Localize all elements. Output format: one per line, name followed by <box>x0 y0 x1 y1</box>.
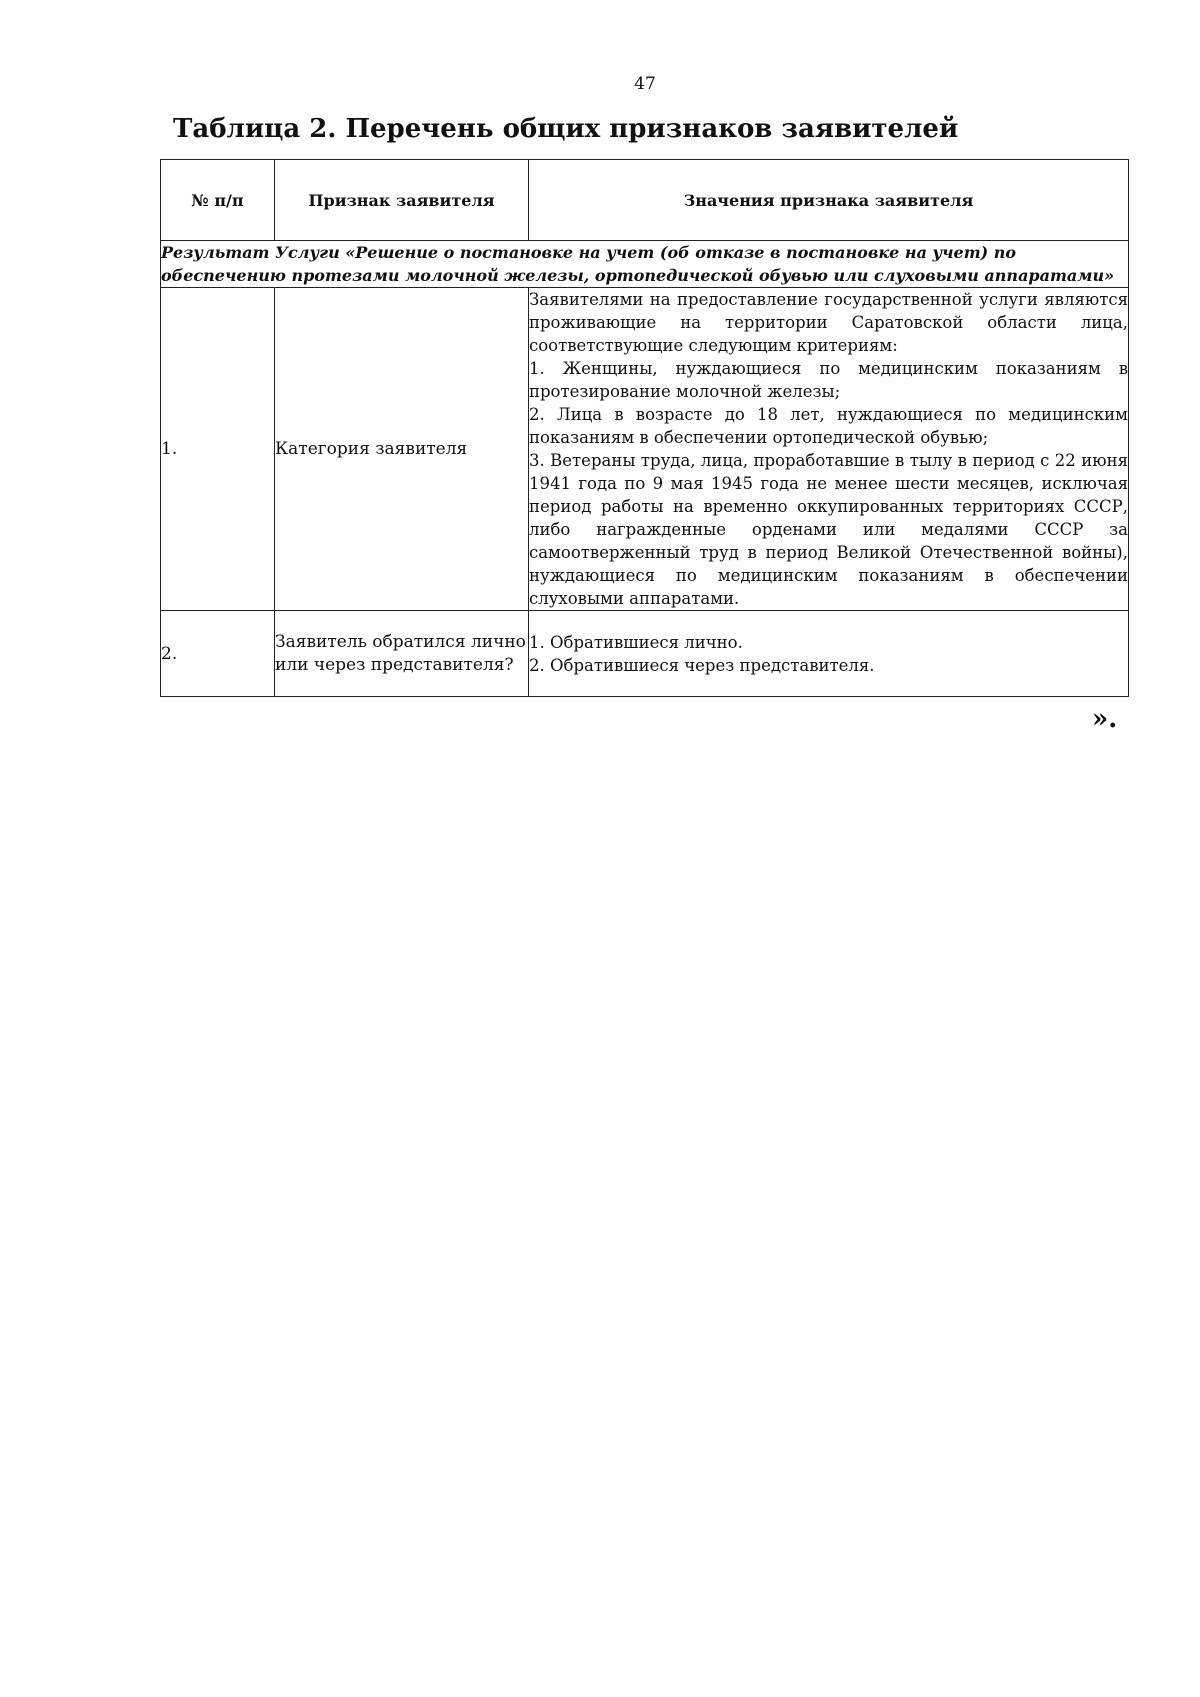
table-row <box>161 611 1129 697</box>
section-title: Результат Услуги «Решение о постановке на учет (об отказе в постановке на учет) по обеспечению протезами молочной железы, ортопедической обувью или слуховыми аппаратами» <box>161 241 1129 288</box>
row-attribute: Заявитель обратился лично или через представителя? <box>275 611 529 697</box>
value-paragraph: Заявителями на предоставление государственной услуги являются проживающие на территории Саратовской области лица, соответствующие следующим критериям: <box>529 290 1128 355</box>
section-row <box>161 241 1129 288</box>
row-number: 2. <box>161 611 275 697</box>
value-paragraph: 2. Лица в возрасте до 18 лет, нуждающиеся по медицинским показаниям в обеспечении ортопедической обувью; <box>529 405 1128 447</box>
column-header-number: № п/п <box>161 160 275 241</box>
value-paragraph: 1. Женщины, нуждающиеся по медицинским показаниям в протезирование молочной железы; <box>529 359 1128 401</box>
row-values <box>529 611 1129 697</box>
table-row <box>161 288 1129 611</box>
table-header-row <box>161 160 1129 241</box>
closing-quote-mark: ». <box>1092 704 1118 734</box>
row-number: 1. <box>161 288 275 611</box>
row-attribute: Категория заявителя <box>275 288 529 611</box>
applicant-criteria-table <box>160 159 1129 697</box>
column-header-values: Значения признака заявителя <box>529 160 1129 241</box>
column-header-attribute: Признак заявителя <box>275 160 529 241</box>
value-paragraph: 3. Ветераны труда, лица, проработавшие в тылу в период с 22 июня 1941 года по 9 мая 1945 года не менее шести месяцев, исключая период работы на временно оккупированных территориях СССР, либо награжденные орденами или медалями СССР за самоотверженный труд в период Великой Отечественной войны), нуждающиеся по медицинским показаниям в обеспечении слуховыми аппаратами. <box>529 451 1128 608</box>
row-values <box>529 288 1129 611</box>
value-paragraph: 1. Обратившиеся лично. <box>529 632 743 652</box>
page-number: 47 <box>634 74 656 94</box>
page-title: Таблица 2. Перечень общих признаков заявителей <box>173 114 959 144</box>
value-paragraph: 2. Обратившиеся через представителя. <box>529 655 875 675</box>
